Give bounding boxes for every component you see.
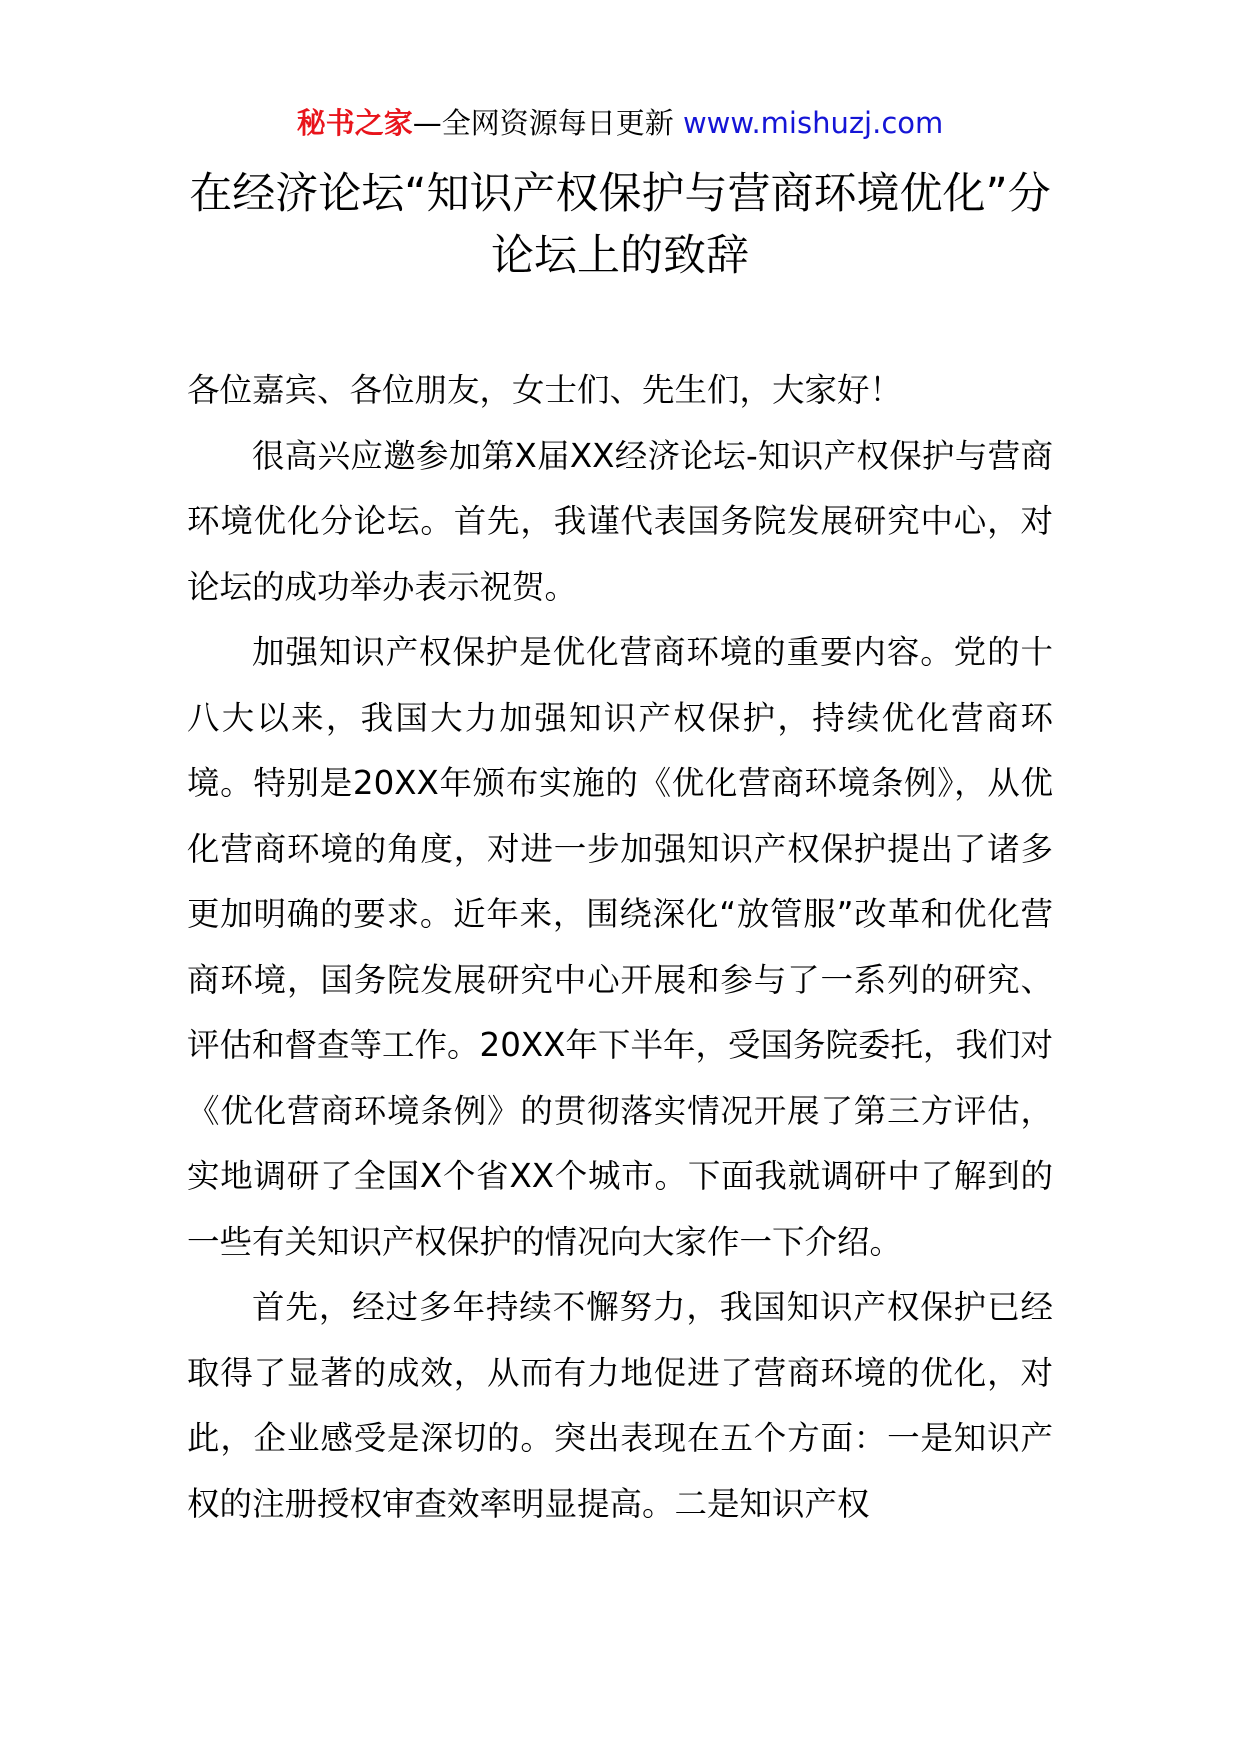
brand-name: 秘书之家 — [296, 106, 413, 140]
body-paragraph: 首先，经过多年持续不懈努力，我国知识产权保护已经取得了显著的成效，从而有力地促进了营商环境的优化，对此，企业感受是深切的。突出表现在五个方面：一是知识产权的注册授权审查效率明显提高。二是知识产权 — [187, 1288, 1053, 1523]
site-url[interactable]: www.mishuzj.com — [682, 106, 944, 140]
document-title: 在经济论坛“知识产权保护与营商环境优化”分论坛上的致辞 — [189, 169, 1051, 281]
body-paragraph: 很高兴应邀参加第X届XX经济论坛-知识产权保护与营商环境优化分论坛。首先，我谨代表国务院发展研究中心，对论坛的成功举办表示祝贺。 — [187, 436, 1053, 606]
document-body — [187, 358, 1053, 1537]
greeting-paragraph: 各位嘉宾、各位朋友，女士们、先生们，大家好！ — [187, 371, 903, 409]
header-tagline: —全网资源每日更新 — [412, 106, 683, 140]
body-paragraph: 加强知识产权保护是优化营商环境的重要内容。党的十八大以来，我国大力加强知识产权保护，持续优化营商环境。特别是20XX年颁布实施的《优化营商环境条例》，从优化营商环境的角度，对进一步加强知识产权保护提出了诸多更加明确的要求。近年来，围绕深化“放管服”改革和优化营商环境，国务院发展研究中心开展和参与了一系列的研究、评估和督查等工作。20XX年下半年，受国务院委托，我们对《优化营商环境条例》的贯彻落实情况开展了第三方评估，实地调研了全国X个省XX个城市。下面我就调研中了解到的一些有关知识产权保护的情况向大家作一下介绍。 — [187, 633, 1053, 1261]
site-header — [0, 103, 1240, 143]
